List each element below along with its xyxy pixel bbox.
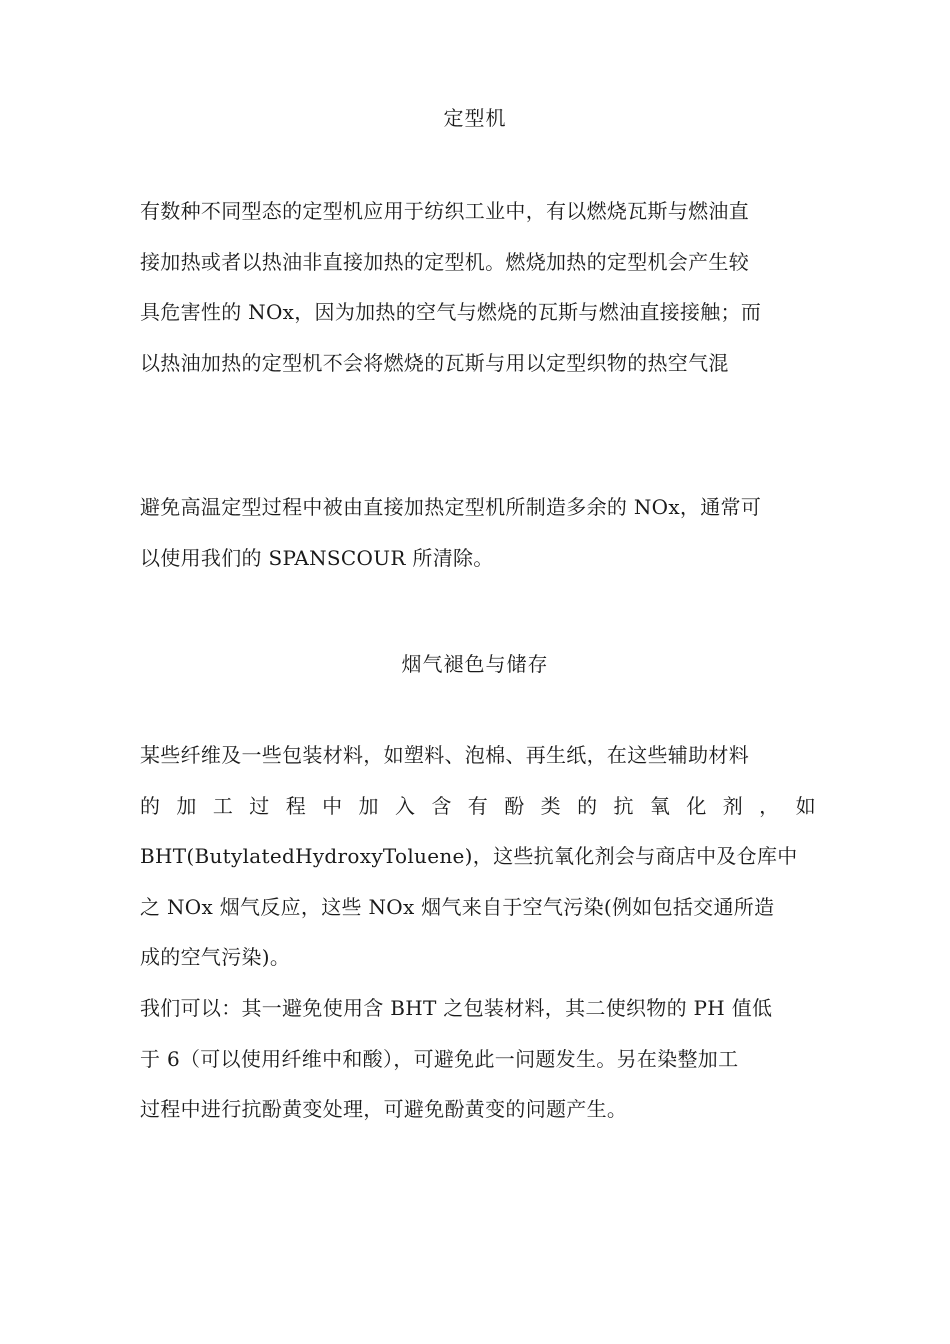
- section-title-setting-machine: 定型机: [443, 106, 507, 130]
- spread-char: 氧: [649, 793, 671, 818]
- text-line: 有数种不同型态的定型机应用于纺织工业中，有以燃烧瓦斯与燃油直: [140, 199, 749, 223]
- text-line: 具危害性的 NOx，因为加热的空气与燃烧的瓦斯与燃油直接接触；而: [140, 300, 762, 325]
- spread-char: 抗: [613, 793, 634, 818]
- text-line: 我们可以：其一避免使用含 BHT 之包装材料，其二使织物的 PH 值低: [140, 996, 773, 1020]
- paragraph-prevention-measures: [140, 983, 816, 1135]
- paragraph-setting-machine-types: [140, 186, 816, 388]
- spread-char: 加: [176, 793, 197, 818]
- spread-char: 中: [322, 793, 343, 818]
- text-line: 成的空气污染)。: [140, 945, 291, 970]
- section-title-fume-fading: 烟气褪色与储存: [401, 652, 549, 676]
- paragraph-nox-removal: [140, 482, 816, 583]
- spread-char: 酚: [504, 793, 525, 818]
- text-line: BHT(ButylatedHydroxyToluene)，这些抗氧化剂会与商店中及仓库中: [140, 844, 798, 869]
- text-line: 以热油加热的定型机不会将燃烧的瓦斯与用以定型织物的热空气混: [140, 350, 729, 375]
- text-line: 于 6（可以使用纤维中和酸），可避免此一问题发生。另在染整加工: [140, 1046, 739, 1071]
- text-line: 某些纤维及一些包装材料，如塑料、泡棉、再生纸，在这些辅助材料: [140, 743, 749, 767]
- spread-char: 类: [540, 793, 561, 818]
- spread-char: 入: [394, 793, 416, 818]
- spread-char: 有: [467, 793, 489, 818]
- spread-char: 程: [285, 793, 306, 818]
- spread-char: 化: [686, 793, 707, 818]
- spread-char: 剂: [722, 793, 744, 818]
- text-line: 避免高温定型过程中被由直接加热定型机所制造多余的 NOx，通常可: [140, 495, 762, 519]
- text-line-spread: [140, 781, 816, 832]
- spread-char: 工: [212, 793, 234, 818]
- spread-char: 过: [249, 793, 270, 818]
- text-line: 以使用我们的 SPANSCOUR 所清除。: [140, 545, 494, 570]
- spread-char: 的: [140, 793, 161, 818]
- text-line: 过程中进行抗酚黄变处理，可避免酚黄变的问题产生。: [140, 1097, 628, 1122]
- spread-char: 的: [577, 793, 598, 818]
- text-line: 之 NOx 烟气反应，这些 NOx 烟气来自于空气污染(例如包括交通所造: [140, 894, 775, 919]
- spread-char: 加: [358, 793, 379, 818]
- spread-char: 如: [795, 793, 816, 818]
- spread-char: 含: [431, 793, 452, 818]
- text-line: 接加热或者以热油非直接加热的定型机。燃烧加热的定型机会产生较: [140, 249, 749, 274]
- spread-char: ，: [759, 793, 780, 818]
- paragraph-packaging-materials: [140, 730, 816, 983]
